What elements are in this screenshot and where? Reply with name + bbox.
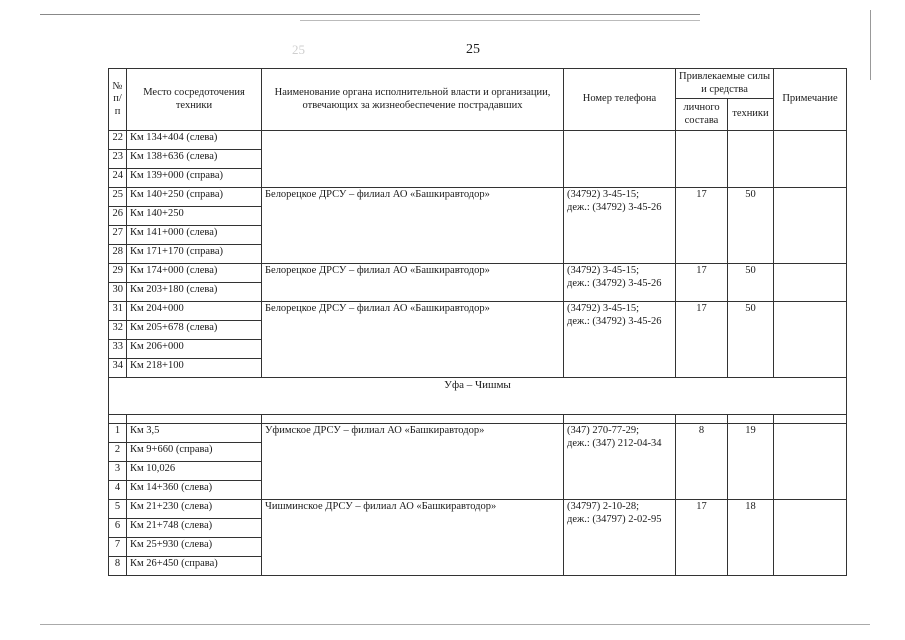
phone-main: (34792) 3-45-15; (567, 189, 640, 200)
right-rule (870, 10, 871, 80)
row-number: 28 (109, 245, 127, 264)
row-number: 25 (109, 188, 127, 207)
phone-cell (564, 302, 676, 378)
spacer-cell (109, 415, 127, 424)
table-row (109, 500, 847, 519)
personnel-count: 17 (676, 188, 728, 264)
row-number: 33 (109, 340, 127, 359)
empty-cell (262, 131, 564, 188)
org-name: Чишминское ДРСУ – филиал АО «Башкиравтодор» (262, 500, 564, 576)
row-place: Км 138+636 (слева) (127, 150, 262, 169)
equipment-count: 50 (728, 302, 774, 378)
spacer-cell (774, 415, 847, 424)
row-number: 5 (109, 500, 127, 519)
top-rule (40, 14, 700, 15)
header-num: № п/п (109, 69, 127, 131)
row-place: Км 141+000 (слева) (127, 226, 262, 245)
row-number: 22 (109, 131, 127, 150)
row-place: Км 25+930 (слева) (127, 538, 262, 557)
note-cell (774, 264, 847, 302)
header-place: Место сосредоточения техники (127, 69, 262, 131)
equipment-count: 50 (728, 188, 774, 264)
row-number: 2 (109, 443, 127, 462)
top-rule-secondary (300, 20, 700, 21)
row-number: 23 (109, 150, 127, 169)
row-place: Км 21+230 (слева) (127, 500, 262, 519)
personnel-count: 17 (676, 302, 728, 378)
header-forces: Привлекаемые силы и средства (676, 69, 774, 99)
table-row (109, 264, 847, 283)
row-place: Км 139+000 (справа) (127, 169, 262, 188)
spacer-cell (564, 415, 676, 424)
spacer-cell (127, 415, 262, 424)
row-number: 30 (109, 283, 127, 302)
row-number: 32 (109, 321, 127, 340)
row-place: Км 206+000 (127, 340, 262, 359)
spacer-cell (676, 415, 728, 424)
row-number: 34 (109, 359, 127, 378)
phone-main: (34792) 3-45-15; (567, 303, 640, 314)
row-number: 27 (109, 226, 127, 245)
spacer-row (109, 415, 847, 424)
row-number: 24 (109, 169, 127, 188)
row-place: Км 171+170 (справа) (127, 245, 262, 264)
equipment-count: 50 (728, 264, 774, 302)
header-phone: Номер телефона (564, 69, 676, 131)
org-name: Белорецкое ДРСУ – филиал АО «Башкиравтодор» (262, 302, 564, 378)
spacer-cell (262, 415, 564, 424)
empty-cell (774, 131, 847, 188)
table-row (109, 302, 847, 321)
empty-cell (564, 131, 676, 188)
section-title: Уфа – Чишмы (109, 378, 847, 415)
org-name: Белорецкое ДРСУ – филиал АО «Башкиравтодор» (262, 264, 564, 302)
personnel-count: 17 (676, 264, 728, 302)
empty-cell (728, 131, 774, 188)
row-place: Км 21+748 (слева) (127, 519, 262, 538)
phone-duty: деж.: (34797) 2-02-95 (567, 513, 662, 525)
table-row (109, 131, 847, 150)
table-row (109, 424, 847, 443)
row-place: Км 218+100 (127, 359, 262, 378)
note-cell (774, 500, 847, 576)
row-number: 26 (109, 207, 127, 226)
phone-cell (564, 264, 676, 302)
technique-table (108, 68, 847, 576)
row-number: 31 (109, 302, 127, 321)
row-number: 6 (109, 519, 127, 538)
header-equipment: техники (728, 99, 774, 131)
row-place: Км 9+660 (справа) (127, 443, 262, 462)
org-name: Уфимское ДРСУ – филиал АО «Башкиравтодор» (262, 424, 564, 500)
spacer-cell (728, 415, 774, 424)
empty-cell (676, 131, 728, 188)
row-place: Км 203+180 (слева) (127, 283, 262, 302)
row-place: Км 140+250 (справа) (127, 188, 262, 207)
phone-duty: деж.: (34792) 3-45-26 (567, 315, 662, 327)
header-note: Примечание (774, 69, 847, 131)
table-row (109, 188, 847, 207)
phone-main: (34792) 3-45-15; (567, 265, 640, 276)
note-cell (774, 188, 847, 264)
row-number: 1 (109, 424, 127, 443)
bottom-rule (40, 624, 870, 625)
org-name: Белорецкое ДРСУ – филиал АО «Башкиравтодор» (262, 188, 564, 264)
row-number: 4 (109, 481, 127, 500)
personnel-count: 8 (676, 424, 728, 500)
phone-duty: деж.: (347) 212-04-34 (567, 437, 662, 449)
row-number: 8 (109, 557, 127, 576)
row-place: Км 134+404 (слева) (127, 131, 262, 150)
row-place: Км 204+000 (127, 302, 262, 321)
row-place: Км 205+678 (слева) (127, 321, 262, 340)
phone-main: (347) 270-77-29; (567, 425, 640, 436)
section-row (109, 378, 847, 415)
row-place: Км 14+360 (слева) (127, 481, 262, 500)
phone-duty: деж.: (34792) 3-45-26 (567, 277, 662, 289)
row-place: Км 26+450 (справа) (127, 557, 262, 576)
header-personnel: личного состава (676, 99, 728, 131)
row-number: 29 (109, 264, 127, 283)
phone-cell (564, 500, 676, 576)
phone-cell (564, 424, 676, 500)
equipment-count: 19 (728, 424, 774, 500)
ghost-page-number: 25 (292, 42, 305, 57)
phone-duty: деж.: (34792) 3-45-26 (567, 201, 662, 213)
row-place: Км 140+250 (127, 207, 262, 226)
personnel-count: 17 (676, 500, 728, 576)
equipment-count: 18 (728, 500, 774, 576)
phone-main: (34797) 2-10-28; (567, 501, 640, 512)
row-place: Км 3,5 (127, 424, 262, 443)
row-place: Км 174+000 (слева) (127, 264, 262, 283)
note-cell (774, 424, 847, 500)
row-place: Км 10,026 (127, 462, 262, 481)
phone-cell (564, 188, 676, 264)
row-number: 3 (109, 462, 127, 481)
page-number: 25 (466, 42, 480, 57)
header-org: Наименование органа исполнительной власти и организации, отвечающих за жизнеобеспечение пострадавших (262, 69, 564, 131)
note-cell (774, 302, 847, 378)
row-number: 7 (109, 538, 127, 557)
